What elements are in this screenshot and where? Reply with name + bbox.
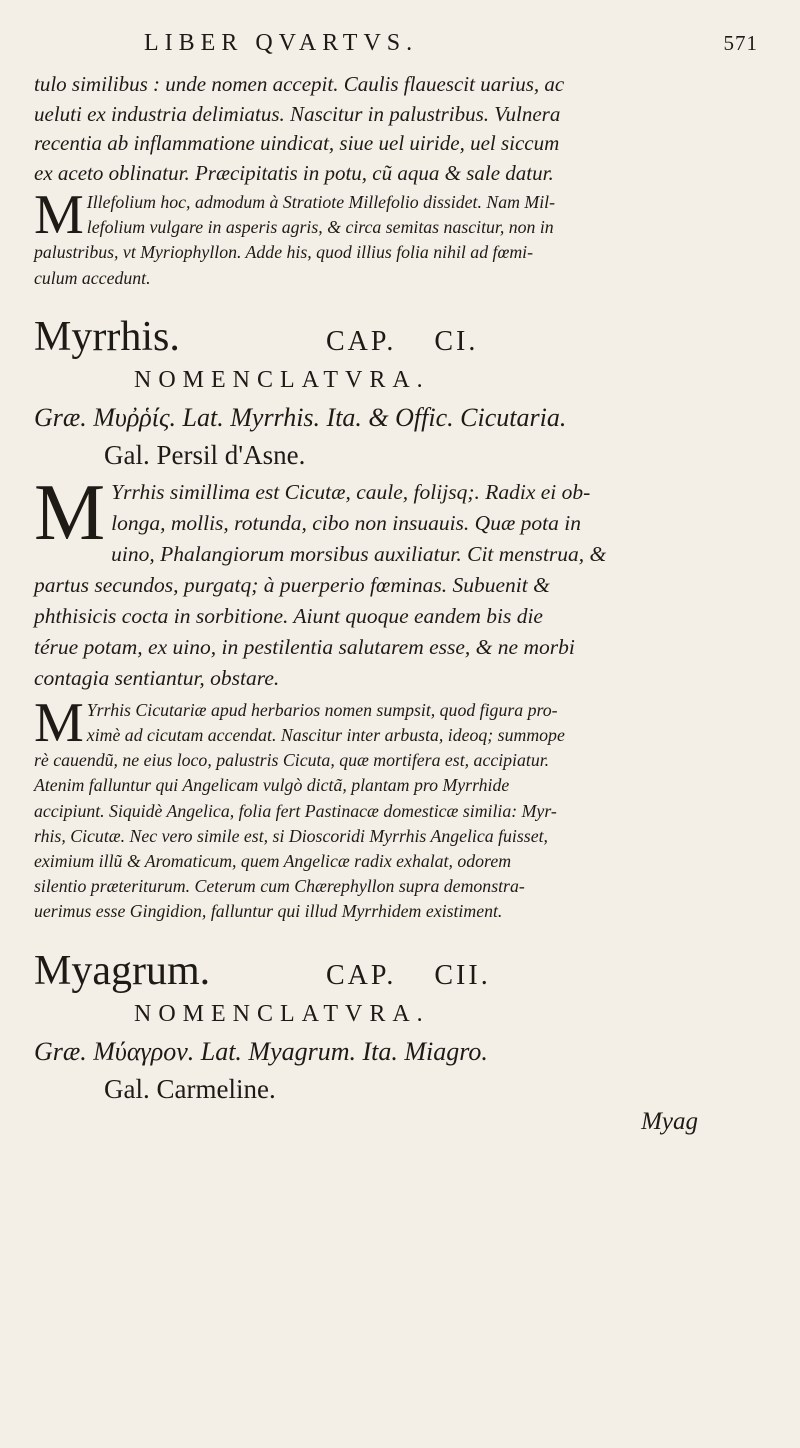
nomenclatura-heading: NOMENCLATVRA. (134, 366, 430, 393)
text-line: ueluti ex industria delimiatus. Nascitur in palustribus. Vulnera (34, 101, 561, 126)
chapter-number: CII. (434, 959, 491, 991)
nomenclatura-heading: NOMENCLATVRA. (134, 1000, 430, 1027)
text-line: ex aceto oblinatur. Præcipitatis in potu, cũ aqua & sale datur. (34, 160, 554, 185)
nomenclature-names: Græ. Μύαγρον. Lat. Myagrum. Ita. Miagro. (34, 1036, 488, 1066)
running-head (34, 30, 760, 70)
intro-paragraph (34, 70, 760, 188)
text-line: rhis, Cicutæ. Nec vero simile est, si Dioscoridi Myrrhis Angelica fuisset, (34, 825, 548, 846)
text-line: uino, Phalangiorum morsibus auxiliatur. Cit menstrua, & (111, 541, 607, 566)
chapter-title: Myrrhis. (34, 313, 180, 360)
commentary-myrrhis (34, 691, 760, 925)
text-line: térue potam, ex uino, in pestilentia salutarem esse, & ne morbi (34, 634, 575, 659)
chapter-label: CAP. (326, 959, 397, 991)
text-line: tulo similibus : unde nomen accepit. Caulis flauescit uarius, ac (34, 72, 565, 96)
text-line: recentia ab inflammatione uindicat, siue uel uiride, uel siccum (34, 131, 560, 155)
text-line: partus secundos, purgatq; à puerperio fœminas. Subuenit & (34, 572, 550, 597)
chapter-heading-myrrhis (34, 313, 760, 361)
chapter-title: Myagrum. (34, 947, 211, 994)
text-line: Yrrhis Cicutariæ apud herbarios nomen sumpsit, quod figura pro- (86, 699, 558, 720)
initial-letter: M (34, 468, 106, 557)
text-line: palustribus, vt Myriophyllon. Adde his, quod illius folia nihil ad fœmi- (34, 242, 534, 263)
chapter-heading-myagrum (34, 947, 760, 995)
chapter-text-myrrhis (34, 468, 760, 694)
initial-letter: M (34, 691, 84, 754)
nomenclature-names: Græ. Μυῤῥίς. Lat. Myrrhis. Ita. & Offic. Cicutaria. (34, 402, 567, 432)
text-line: lefolium vulgare in asperis agris, & circa semitas nascitur, non in (86, 217, 554, 238)
text-line: rè cauendũ, ne eius loco, palustris Cicuta, quæ mortifera est, accipiatur. (34, 750, 550, 771)
text-line: Yrrhis simillima est Cicutæ, caule, folijsq;. Radix ei ob- (111, 479, 591, 504)
text-line: silentio præteriturum. Ceterum cum Chærephyllon supra demonstra- (34, 876, 525, 897)
french-name: Gal. Persil d'Asne. (104, 439, 306, 470)
text-line: culum accedunt. (34, 267, 151, 288)
initial-letter: M (34, 184, 84, 246)
text-line: phthisicis cocta in sorbitione. Aiunt quoque eandem bis die (34, 603, 543, 628)
text-line: accipiunt. Siquidè Angelica, folia fert Pastinacæ domesticæ similia: Myr- (34, 800, 557, 821)
text-line: longa, mollis, rotunda, cibo non insuauis. Quæ pota in (111, 510, 581, 535)
text-line: uerimus esse Gingidion, falluntur qui illud Myrrhidem existiment. (34, 901, 503, 922)
text-line: ximè ad cicutam accendat. Nascitur inter arbusta, ideoq; summope (86, 725, 565, 746)
page-number: 571 (723, 31, 758, 55)
commentary-millefolium (34, 184, 760, 291)
french-name: Gal. Carmeline. (104, 1073, 276, 1104)
catchword: Myag (641, 1107, 698, 1135)
text-line: Illefolium hoc, admodum à Stratiote Millefolio dissidet. Nam Mil- (86, 192, 555, 212)
text-line: Atenim falluntur qui Angelicam vulgò dictã, plantam pro Myrrhide (34, 775, 510, 796)
chapter-number: CI. (434, 325, 479, 357)
text-line: eximium illũ & Aromaticum, quem Angelicæ radix exhalat, odorem (34, 851, 512, 872)
text-line: contagia sentiantur, obstare. (34, 665, 280, 690)
running-title: LIBER QVARTVS. (144, 30, 419, 56)
chapter-label: CAP. (326, 325, 397, 357)
